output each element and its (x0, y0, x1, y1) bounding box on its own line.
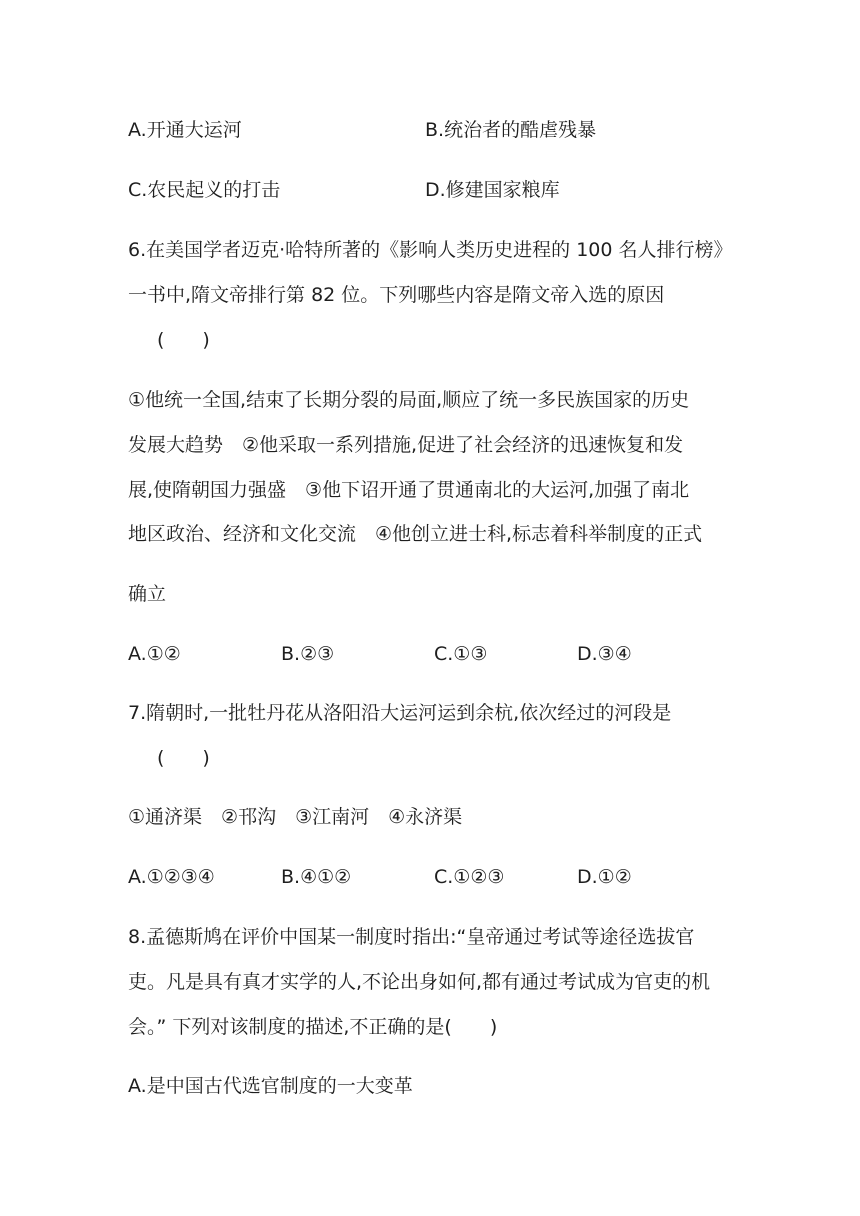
q5-option-d: D.修建国家粮库 (425, 179, 560, 201)
q7-stem: 7.隋朝时,一批牡丹花从洛阳沿大运河运到余杭,依次经过的河段是 (128, 702, 672, 724)
q7-option-c: C.①②③ (434, 866, 505, 888)
q6-option-b: B.②③ (281, 643, 335, 665)
q5-option-c: C.农民起义的打击 (128, 179, 281, 201)
q7-answer-blank: ( ) (157, 747, 210, 769)
q8-stem-line-1: 8.孟德斯鸠在评价中国某一制度时指出:“皇帝通过考试等途径选拔官 (128, 926, 695, 948)
q7-option-d: D.①② (577, 866, 632, 888)
q6-statement-line-5: 确立 (128, 583, 167, 605)
q5-option-a: A.开通大运河 (128, 119, 242, 141)
q7-option-a: A.①②③④ (128, 866, 215, 888)
q7-statements: ①通济渠 ②邗沟 ③江南河 ④永济渠 (128, 806, 463, 828)
q6-option-a: A.①② (128, 643, 181, 665)
q7-option-b: B.④①② (281, 866, 352, 888)
q6-statement-line-4: 地区政治、经济和文化交流 ④他创立进士科,标志着科举制度的正式 (128, 523, 703, 545)
q6-stem-line-2: 一书中,隋文帝排行第 82 位。下列哪些内容是隋文帝入选的原因 (128, 284, 665, 306)
q6-answer-blank: ( ) (157, 329, 210, 351)
q6-option-d: D.③④ (577, 643, 632, 665)
q5-option-b: B.统治者的酷虐残暴 (425, 119, 597, 141)
q8-option-a: A.是中国古代选官制度的一大变革 (128, 1075, 413, 1097)
q6-statement-line-1: ①他统一全国,结束了长期分裂的局面,顺应了统一多民族国家的历史 (128, 389, 690, 411)
q8-stem-line-2: 吏。凡是具有真才实学的人,不论出身如何,都有通过考试成为官吏的机 (128, 971, 711, 993)
q6-statement-line-3: 展,使隋朝国力强盛 ③他下诏开通了贯通南北的大运河,加强了南北 (128, 479, 690, 501)
q6-statement-line-2: 发展大趋势 ②他采取一系列措施,促进了社会经济的迅速恢复和发 (128, 434, 684, 456)
q8-stem-line-3: 会。” 下列对该制度的描述,不正确的是( ) (128, 1016, 498, 1038)
q6-stem-line-1: 6.在美国学者迈克·哈特所著的《影响人类历史进程的 100 名人排行榜》 (128, 239, 733, 261)
q6-option-c: C.①③ (434, 643, 488, 665)
